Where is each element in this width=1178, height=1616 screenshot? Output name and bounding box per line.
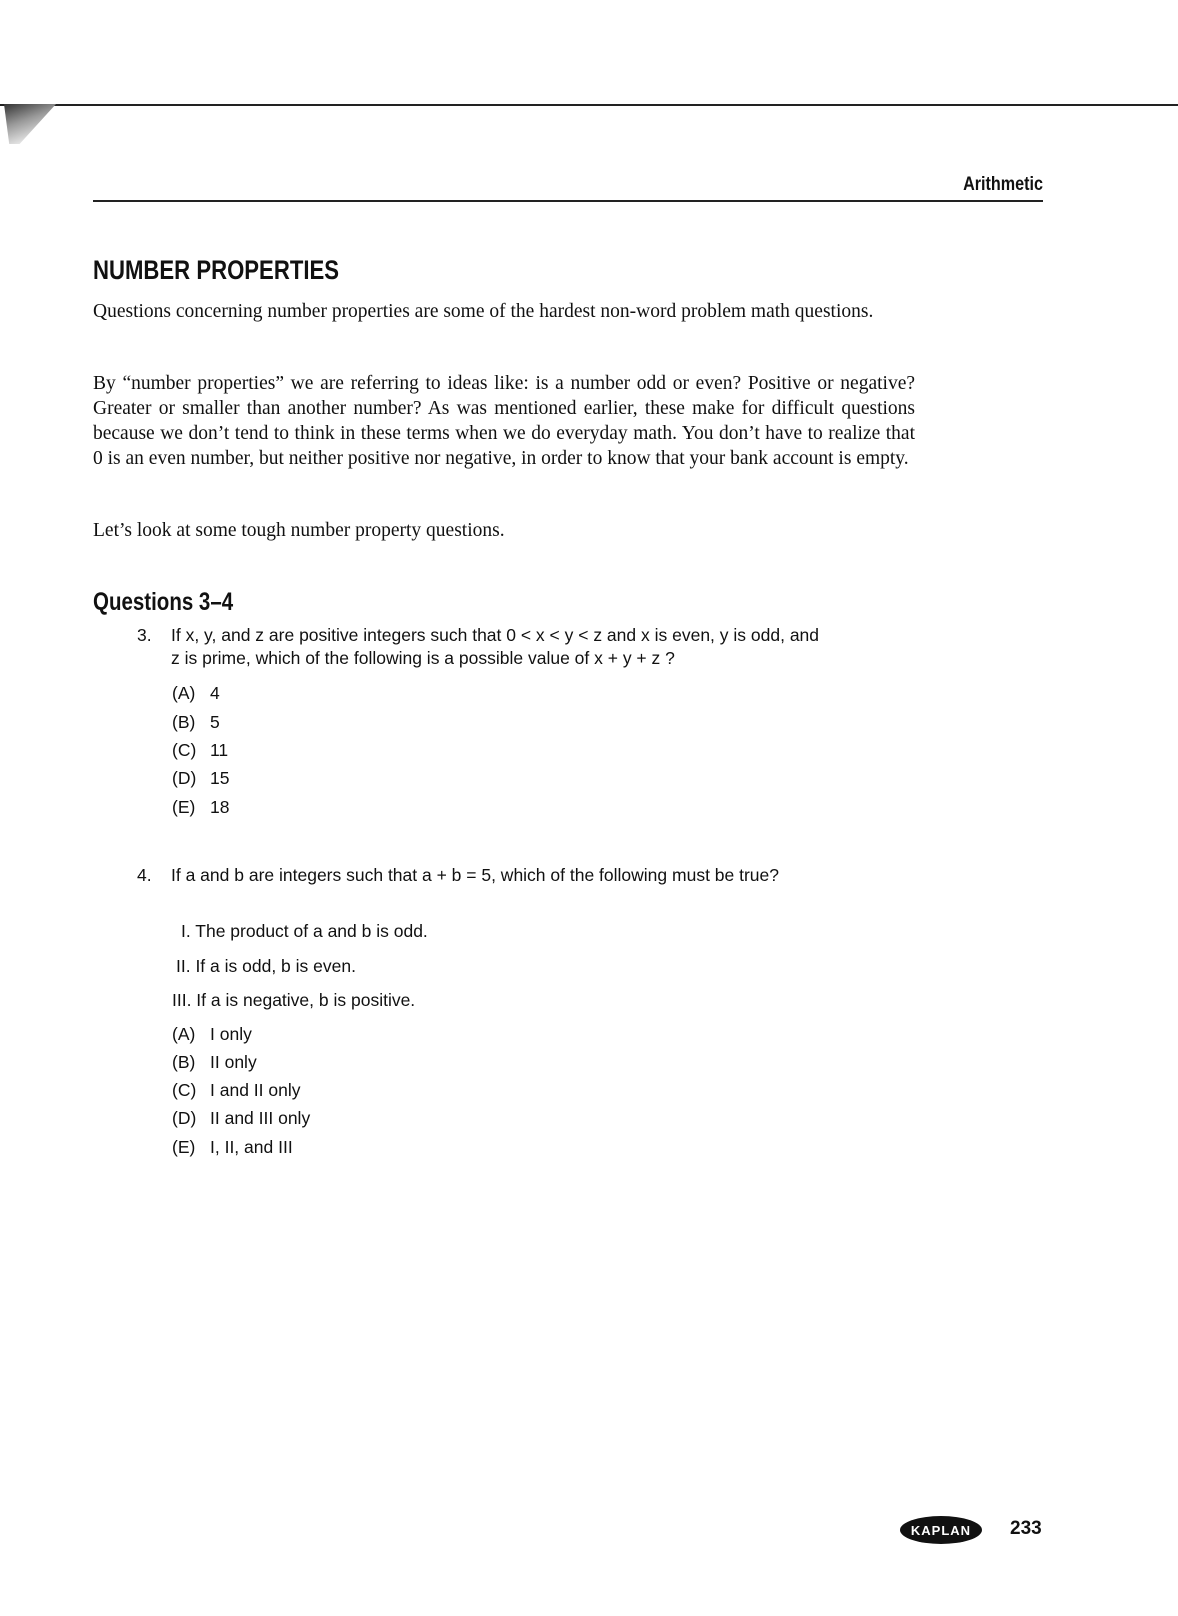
statement: I. The product of a and b is odd. [181,921,428,941]
paragraph-text: Let’s look at some tough number property questions. [93,520,505,541]
answer-option [172,682,220,705]
option-value: 4 [210,683,220,703]
answer-option [172,796,229,819]
answer-option [172,1136,293,1159]
option-value: II only [210,1052,257,1072]
option-letter: (D) [172,768,197,788]
question-text: If x, y, and z are positive integers such that 0 < x < y < z and x is even, y is odd, and z is prime, which of the following is a possible value of x + y + z ? [171,625,820,668]
answer-option [172,1023,252,1046]
answer-option [172,739,228,762]
page-number: 233 [1010,1518,1042,1539]
option-letter: (C) [172,740,197,760]
header-rule [93,200,1043,202]
option-letter: (A) [172,683,196,703]
option-value: 15 [210,768,230,788]
option-value: 11 [210,740,229,760]
questions-heading: Questions 3–4 [93,588,234,616]
option-letter: (E) [172,1137,196,1157]
paragraph-3 [93,518,915,543]
paragraph-text: Questions concerning number properties are some of the hardest non-word problem math questions. [93,301,874,322]
question-number: 3. [137,625,152,645]
section-title: NUMBER PROPERTIES [93,255,340,285]
paragraph-2 [93,371,915,471]
option-letter: (A) [172,1024,196,1044]
question-text: If a and b are integers such that a + b = 5, which of the following must be true? [171,865,780,885]
answer-option [172,1051,257,1074]
option-value: 5 [210,712,220,732]
option-letter: (E) [172,797,196,817]
option-value: I and II only [210,1080,301,1100]
option-value: I only [210,1024,252,1044]
answer-option [172,767,229,790]
statement: III. If a is negative, b is positive. [172,990,416,1010]
paragraph-1 [93,299,915,324]
option-letter: (C) [172,1080,197,1100]
question-number: 4. [137,865,152,885]
answer-option [172,1107,310,1130]
paragraph-text: By “number properties” we are referring to ideas like: is a number odd or even? Positive or negative? Greater or smaller than another number? As was mentioned earlier, these make for difficult questions because we don’t tend to think in these terms when we do everyday math. You don’t have to realize that 0 is an even number, but neither positive nor negative, in order to know that your bank account is empty. [93,373,915,469]
scan-artifact [4,104,56,144]
option-letter: (D) [172,1108,197,1128]
option-value: 18 [210,797,230,817]
option-value: I, II, and III [210,1137,293,1157]
kaplan-logo: KAPLAN [900,1516,982,1544]
option-value: II and III only [210,1108,311,1128]
top-rule [0,104,1178,106]
statement: II. If a is odd, b is even. [176,956,356,976]
answer-option [172,711,220,734]
answer-option [172,1079,300,1102]
running-header: Arithmetic [963,174,1043,195]
option-letter: (B) [172,712,196,732]
option-letter: (B) [172,1052,196,1072]
